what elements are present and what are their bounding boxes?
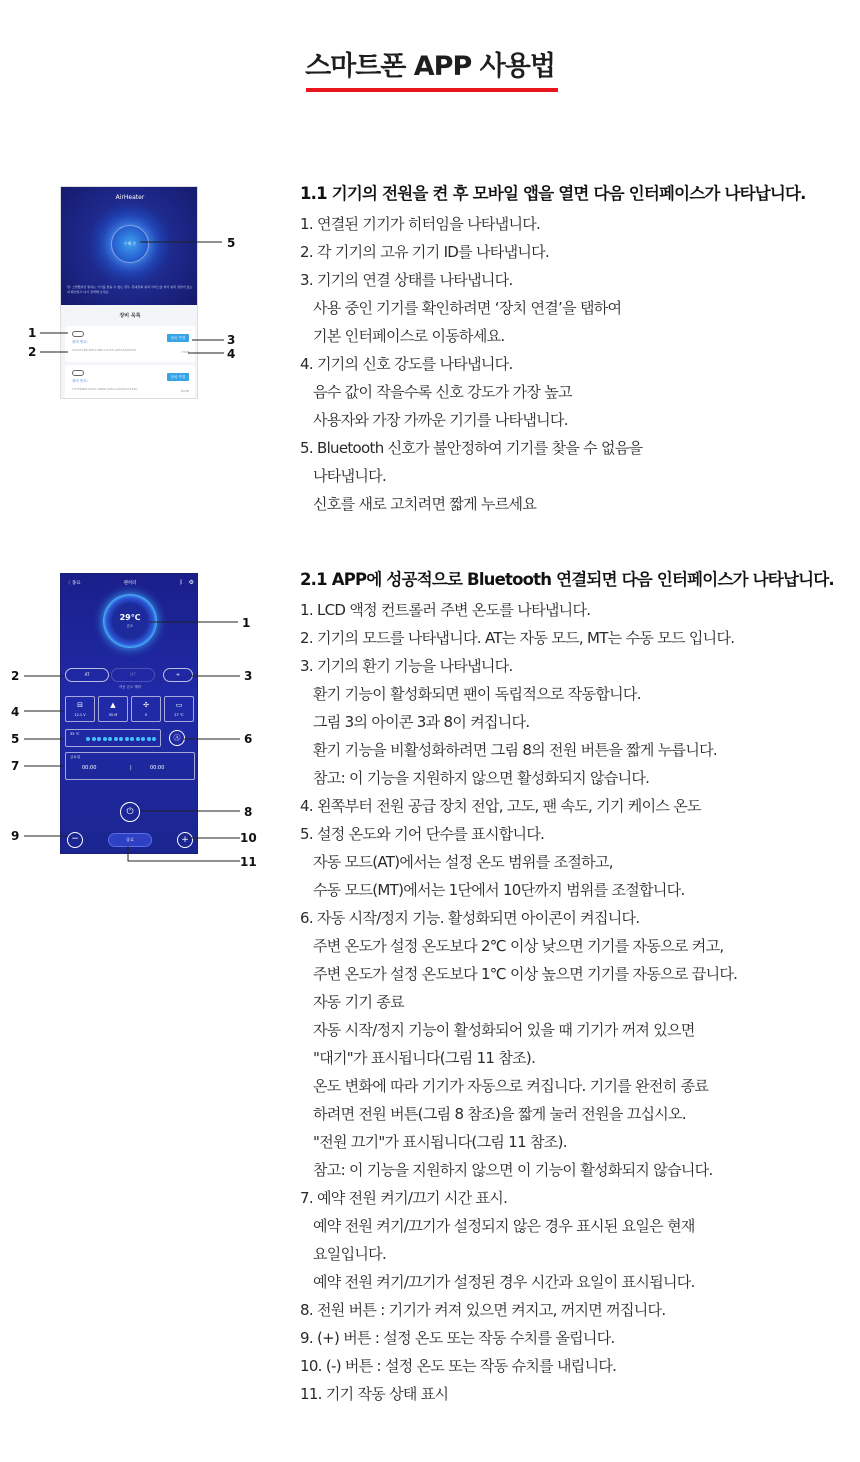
app-title: AirHeater xyxy=(115,194,145,201)
text-line: 나타냅니다. xyxy=(313,467,387,485)
callout-number: 2 xyxy=(11,669,20,683)
temperature-gauge xyxy=(103,594,157,648)
text-line: 자동 기기 종료 xyxy=(313,993,404,1011)
set-temperature-slider xyxy=(65,729,161,747)
text-line: 요일입니다. xyxy=(313,1245,387,1263)
temperature-label: 온도 xyxy=(126,624,134,628)
callout-number: 1 xyxy=(242,616,251,630)
case-temp-stat xyxy=(164,696,194,722)
text-line: 2. 기기의 모드를 나타냅니다. AT는 자동 모드, MT는 수동 모드 입니다. xyxy=(300,629,735,647)
app-header xyxy=(61,577,198,589)
callout-number: 6 xyxy=(244,732,253,746)
power-on-time: 00:00 xyxy=(82,765,97,771)
text-line: 기본 인터페이스로 이동하세요. xyxy=(313,327,505,345)
callout-number: 7 xyxy=(11,759,20,773)
device-label: 장비 번호: xyxy=(72,379,88,383)
text-line: 사용자와 가장 가까운 기기를 나타냅니다. xyxy=(313,411,568,429)
voltage-stat xyxy=(65,696,95,722)
back-button: 〈 종료 xyxy=(66,581,81,586)
callout-number: 2 xyxy=(28,345,37,359)
section-2 xyxy=(300,564,852,1408)
bottom-bar xyxy=(63,830,197,850)
text-line: "전원 끄기"가 표시됩니다(그림 11 참조). xyxy=(313,1133,567,1151)
mode-at-button: AT xyxy=(65,668,109,682)
text-line: 3. 기기의 환기 기능을 나타냅니다. xyxy=(300,657,513,675)
text-line: 환기 기능이 활성화되면 팬이 독립적으로 작동합니다. xyxy=(313,685,641,703)
callout-number: 4 xyxy=(11,705,20,719)
text-line: 7. 예약 전원 켜기/끄기 시간 표시. xyxy=(300,1189,508,1207)
text-line: 사용 중인 기기를 확인하려면 ‘장치 연결’을 탭하여 xyxy=(313,299,622,317)
callout-number: 11 xyxy=(240,855,257,869)
text-line: 음수 값이 작을수록 신호 강도가 가장 높고 xyxy=(313,383,572,401)
altitude-stat xyxy=(98,696,128,722)
text-line: 11. 기기 작동 상태 표시 xyxy=(300,1385,449,1403)
text-line: 1. 연결된 기기가 히터임을 나타냅니다. xyxy=(300,215,541,233)
section-2-lines xyxy=(300,596,852,1408)
set-temperature-value: 35 ℃ xyxy=(70,732,80,736)
text-line: 참고: 이 기능을 지원하지 않으면 활성화되지 않습니다. xyxy=(313,769,650,787)
device-id: A0C5FC8E-8F01-9B01-E755-AE3C54064C0 xyxy=(72,348,137,352)
signal-strength: -73dB xyxy=(180,350,189,354)
section-1-lines xyxy=(300,210,852,518)
callout-number: 4 xyxy=(227,347,236,361)
device-label: 장비 번호: xyxy=(72,340,88,344)
callout-number: 8 xyxy=(244,805,253,819)
text-line: 3. 기기의 연결 상태를 나타냅니다. xyxy=(300,271,513,289)
auto-start-icon: Ⓐ xyxy=(169,730,185,746)
schedule-panel xyxy=(65,752,195,780)
callout-number: 3 xyxy=(244,669,253,683)
callout-number: 5 xyxy=(227,236,236,250)
signal-strength: -80dB xyxy=(180,389,189,393)
device-card xyxy=(65,365,195,399)
status-badge: 종료 xyxy=(108,833,152,847)
text-line: 주변 온도가 설정 온도보다 2℃ 이상 낮으면 기기를 자동으로 켜고, xyxy=(313,937,724,955)
case-temp-value: 27 ℃ xyxy=(174,713,184,717)
section-1 xyxy=(300,178,852,518)
mountain-icon: ▲ xyxy=(110,701,116,709)
text-line: 5. 설정 온도와 기어 단수를 표시합니다. xyxy=(300,825,545,843)
bluetooth-icon: ᛒ xyxy=(179,579,183,586)
scan-panel xyxy=(61,187,198,305)
text-line: 환기 기능을 비활성화하려면 그림 8의 전원 버튼을 짧게 누릅니다. xyxy=(313,741,717,759)
device-card xyxy=(65,326,195,362)
scan-notice: 팁: 스캔했지만 원하는 기기를 찾을 수 없는 경우, 휴대폰의 위치 서비스를 켜서 위치 권한이 있는지 확인하고 다시 검색해 보세요. xyxy=(67,285,193,294)
text-line: 5. Bluetooth 신호가 불안정하여 기기를 찾을 수 없음을 xyxy=(300,439,643,457)
text-line: 수동 모드(MT)에서는 1단에서 10단까지 범위를 조절합니다. xyxy=(313,881,685,899)
power-icon: ⏻ xyxy=(120,802,140,822)
section-heading: 2.1 APP에 성공적으로 Bluetooth 연결되면 다음 인터페이스가 나타납니다. xyxy=(300,570,834,589)
callout-number: 3 xyxy=(227,333,236,347)
control-screenshot xyxy=(60,573,198,854)
text-line: 참고: 이 기능을 지원하지 않으면 이 기능이 활성화되지 않습니다. xyxy=(313,1161,713,1179)
device-id: C37E6B0F-FCDC-9B0D-5954-A5C8707342D xyxy=(72,387,138,391)
text-line: 4. 왼쪽부터 전원 공급 장치 전압, 고도, 팬 속도, 기기 케이스 온도 xyxy=(300,797,701,815)
voltage-value: 12.1 V xyxy=(74,713,86,717)
text-line: 6. 자동 시작/정지 기능. 활성화되면 아이콘이 켜집니다. xyxy=(300,909,640,927)
text-line: 자동 모드(AT)에서는 설정 온도 범위를 조절하고, xyxy=(313,853,613,871)
heater-icon xyxy=(72,370,84,376)
text-line: 자동 시작/정지 기능이 활성화되어 있을 때 기기가 꺼져 있으면 xyxy=(313,1021,695,1039)
text-line: 하려면 전원 버튼(그림 8 참조)을 짧게 눌러 전원을 끄십시오. xyxy=(313,1105,686,1123)
heater-icon xyxy=(72,331,84,337)
text-line: 예약 전원 켜기/끄기가 설정되지 않은 경우 표시된 요일은 현재 xyxy=(313,1217,695,1235)
heater-icon: ▭ xyxy=(175,701,183,709)
text-line: 4. 기기의 신호 강도를 나타냅니다. xyxy=(300,355,513,373)
callout-number: 1 xyxy=(28,326,37,340)
scan-ring-text: 수색 중 xyxy=(123,241,137,246)
ambient-temperature: 29℃ xyxy=(119,613,141,622)
device-list-screenshot xyxy=(60,186,198,399)
text-line: 10. (-) 버튼 : 설정 온도 또는 작동 슈치를 내립니다. xyxy=(300,1357,617,1375)
callout-number: 9 xyxy=(11,829,20,843)
battery-icon: ⊟ xyxy=(77,701,83,709)
mode-selector xyxy=(65,668,193,682)
weekday: 금요일 xyxy=(70,755,81,759)
text-line: 온도 변화에 따라 기기가 자동으로 켜집니다. 기기를 완전히 종료 xyxy=(313,1077,709,1095)
plus-button: + xyxy=(177,832,193,848)
power-off-time: 00:00 xyxy=(150,765,165,771)
altitude-value: 55 M xyxy=(108,713,118,717)
callout-number: 10 xyxy=(240,831,257,845)
text-line: 1. LCD 액정 컨트롤러 주변 온도를 나타냅니다. xyxy=(300,601,591,619)
mode-mt-button: MT xyxy=(111,668,155,682)
minus-button: − xyxy=(67,832,83,848)
text-line: 주변 온도가 설정 온도보다 1℃ 이상 높으면 기기를 자동으로 끕니다. xyxy=(313,965,738,983)
title-underline xyxy=(306,88,558,92)
text-line: 8. 전원 버튼 : 기기가 켜져 있으면 켜지고, 꺼지면 꺼집니다. xyxy=(300,1301,666,1319)
connect-button: 장치 연결 xyxy=(167,373,189,381)
text-line: 9. (+) 버튼 : 설정 온도 또는 작동 수치를 올립니다. xyxy=(300,1329,615,1347)
text-line: 그림 3의 아이콘 3과 8이 켜집니다. xyxy=(313,713,530,731)
device-list-title: 장비 목록 xyxy=(119,313,141,319)
fan-speed-value: 0 xyxy=(144,713,148,717)
gear-icon: ⚙ xyxy=(188,579,194,586)
screen-title: 팬히터 xyxy=(123,581,137,586)
text-line: 예약 전원 켜기/끄기가 설정된 경우 시간과 요일이 표시됩니다. xyxy=(313,1273,695,1291)
fan-icon: ✣ xyxy=(143,701,149,709)
section-heading: 1.1 기기의 전원을 켠 후 모바일 앱을 열면 다음 인터페이스가 나타납니다. xyxy=(300,184,806,203)
text-line: 2. 각 기기의 고유 기기 ID를 나타냅니다. xyxy=(300,243,550,261)
fan-speed-stat xyxy=(131,696,161,722)
text-line: 신호를 새로 고치려면 짧게 누르세요 xyxy=(313,495,537,513)
mode-label: 자동 온도 제어 xyxy=(118,685,142,689)
page-title: 스마트폰 APP 사용법 xyxy=(305,51,555,82)
connect-button: 장치 연결 xyxy=(167,334,189,342)
scan-ring xyxy=(111,225,149,263)
text-line: "대기"가 표시됩니다(그림 11 참조). xyxy=(313,1049,536,1067)
status-row xyxy=(65,696,195,722)
fan-icon: ✣ xyxy=(163,668,193,682)
gear-level-dots xyxy=(86,736,160,742)
callout-number: 5 xyxy=(11,732,20,746)
time-separator: | xyxy=(130,765,132,771)
